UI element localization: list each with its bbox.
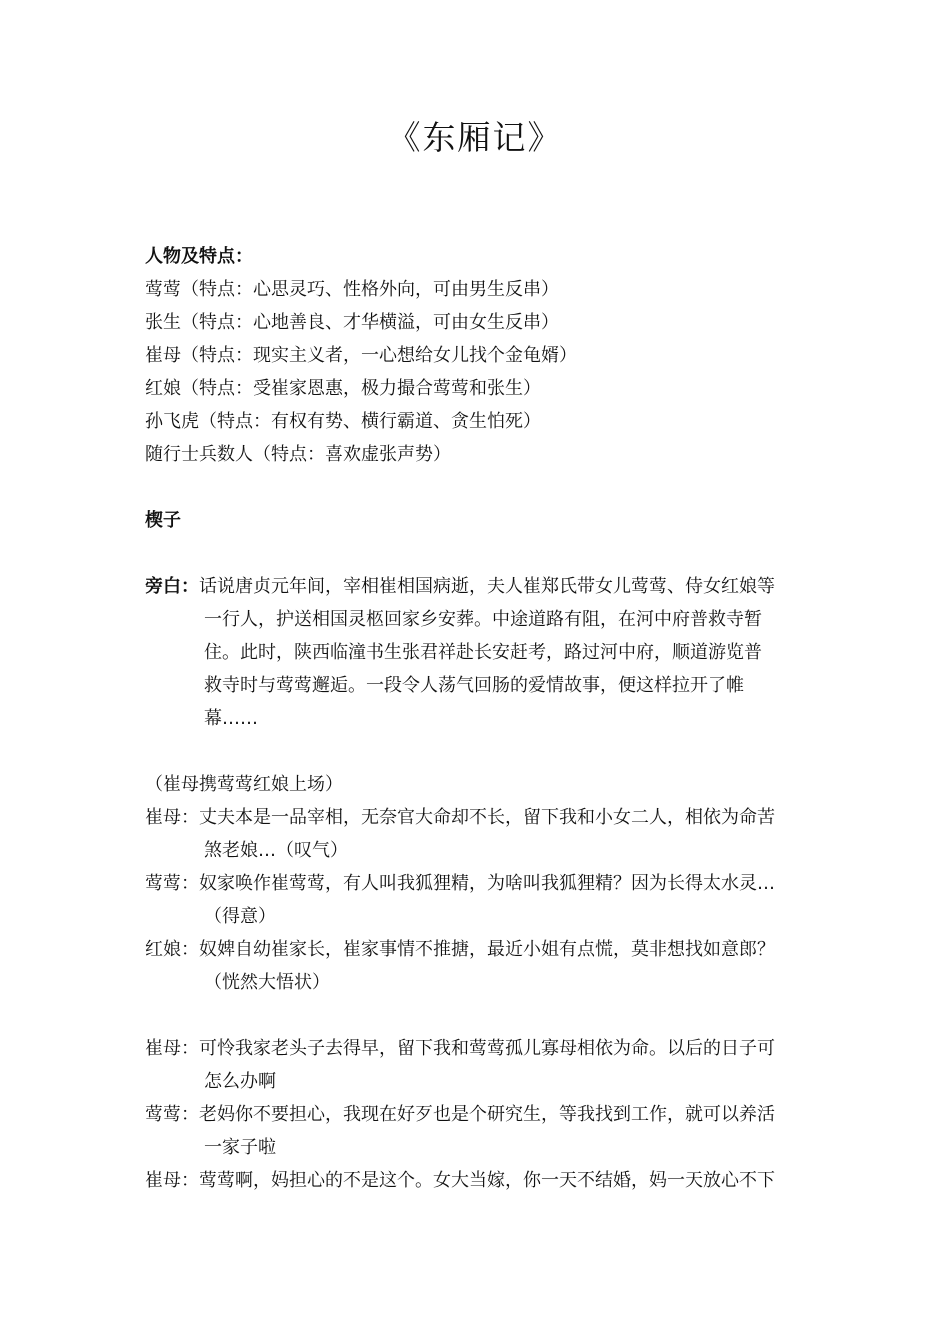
dialogue-entry [145,933,810,999]
narration-line: 一行人，护送相国灵柩回家乡安葬。中途道路有阻，在河中府普救寺暂 [204,609,762,630]
dialogue-speaker: 崔母： [145,807,199,828]
character-item: 红娘（特点：受崔家恩惠，极力撮合莺莺和张生） [145,378,541,399]
dialogue-speaker: 崔母： [145,1170,199,1191]
dialogue-line: 可怜我家老头子去得早，留下我和莺莺孤儿寡母相依为命。以后的日子可 [199,1038,775,1059]
dialogue-speaker: 崔母： [145,1038,199,1059]
dialogue-line: 一家子啦 [204,1137,276,1158]
narration-line: 话说唐贞元年间，宰相崔相国病逝，夫人崔郑氏带女儿莺莺、侍女红娘等 [199,576,775,597]
dialogue-line: 莺莺啊，妈担心的不是这个。女大当嫁，你一天不结婚，妈一天放心不下 [199,1170,775,1191]
dialogue-entry [145,801,810,867]
narration-line: 救寺时与莺莺邂逅。一段令人荡气回肠的爱情故事，便这样拉开了帷 [204,675,744,696]
dialogue-entry [145,1032,810,1098]
dialogue-speaker: 红娘： [145,939,199,960]
dialogue-line: 老妈你不要担心，我现在好歹也是个研究生，等我找到工作，就可以养活 [199,1104,775,1125]
character-item: 崔母（特点：现实主义者，一心想给女儿找个金龟婿） [145,345,577,366]
document-title: 《东厢记》 [387,118,563,157]
character-item: 张生（特点：心地善良、才华横溢，可由女生反串） [145,312,559,333]
spacer [145,471,810,504]
stage-direction: （崔母携莺莺红娘上场） [145,774,343,795]
dialogue-line: （恍然大悟状） [204,972,330,993]
dialogue-entry [145,1164,810,1197]
dialogue-line: 奴婢自幼崔家长，崔家事情不推搪，最近小姐有点慌，莫非想找如意郎？ [199,939,775,960]
dialogue-line: 煞老娘…（叹气） [204,840,348,861]
character-list [145,273,810,471]
dialogue-speaker: 莺莺： [145,1104,199,1125]
spacer [145,735,810,768]
dialogue-entry [145,867,810,933]
document-body [145,240,810,1197]
section-heading: 楔子 [145,510,181,531]
character-item: 莺莺（特点：心思灵巧、性格外向，可由男生反串） [145,279,559,300]
character-item: 随行士兵数人（特点：喜欢虚张声势） [145,444,451,465]
spacer [145,999,810,1032]
dialogue-line: （得意） [204,906,276,927]
dialogue-speaker: 莺莺： [145,873,199,894]
dialogue-entry [145,1098,810,1164]
narration-block [145,570,810,735]
spacer [145,537,810,570]
narration-speaker: 旁白： [145,576,199,597]
dialogue-line: 丈夫本是一品宰相，无奈官大命却不长，留下我和小女二人，相依为命苦 [199,807,775,828]
narration-line: 住。此时，陕西临潼书生张君祥赴长安赶考，路过河中府，顺道游览普 [204,642,762,663]
characters-heading: 人物及特点： [145,246,253,267]
narration-line: 幕…… [204,708,258,729]
dialogue-line: 怎么办啊 [204,1071,276,1092]
dialogue-line: 奴家唤作崔莺莺，有人叫我狐狸精，为啥叫我狐狸精？因为长得太水灵… [199,873,775,894]
character-item: 孙飞虎（特点：有权有势、横行霸道、贪生怕死） [145,411,541,432]
